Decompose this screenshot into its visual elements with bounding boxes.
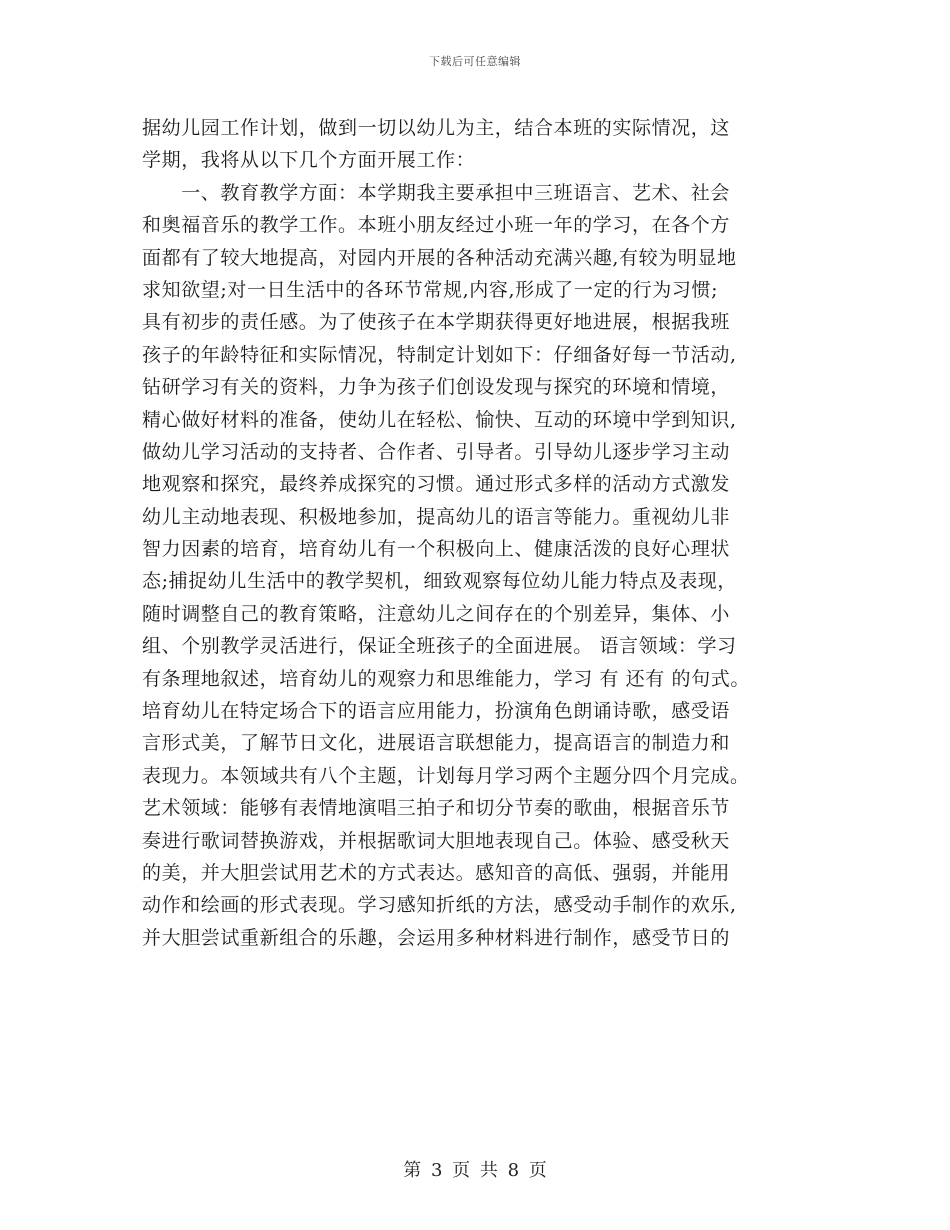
text-line: 一、教育教学方面：本学期我主要承担中三班语言、艺术、社会 [142,181,731,204]
text-line: 和奥福音乐的教学工作。本班小朋友经过小班一年的学习，在各个方 [142,214,731,237]
text-line: 地观察和探究，最终养成探究的习惯。通过形式多样的活动方式激发 [142,473,731,496]
text-line: 面都有了较大地提高，对园内开展的各种活动充满兴趣,有较为明显地 [142,246,737,269]
text-line: 具有初步的责任感。为了使孩子在本学期获得更好地进展，根据我班 [142,311,731,334]
text-line: 表现力。本领域共有八个主题，计划每月学习两个主题分四个月完成。 [142,764,750,787]
text-line: 奏进行歌词替换游戏，并根据歌词大胆地表现自己。体验、感受秋天 [142,829,731,852]
text-line: 钻研学习有关的资料，力争为孩子们创设发现与探究的环境和情境， [142,376,731,399]
text-line: 培育幼儿在特定场合下的语言应用能力，扮演角色朗诵诗歌，感受语 [142,700,731,723]
text-line: 有条理地叙述，培育幼儿的观察力和思维能力，学习 有 还有 的句式。 [142,667,750,690]
page-header: 下载后可任意编辑 [429,55,521,68]
text-line: 求知欲望;对一日生活中的各环节常规,内容,形成了一定的行为习惯; [142,278,719,301]
document-body [142,112,842,954]
text-line: 智力因素的培育，培育幼儿有一个积极向上、健康活泼的良好心理状 [142,538,731,561]
page-footer: 第 3 页 共 8 页 [403,1160,547,1181]
text-line: 言形式美，了解节日文化，进展语言联想能力，提高语言的制造力和 [142,732,731,755]
text-line: 并大胆尝试重新组合的乐趣，会运用多种材料进行制作，感受节日的 [142,926,731,949]
text-line: 组、个别教学灵活进行，保证全班孩子的全面进展。 语言领域：学习 [142,635,737,658]
text-line: 做幼儿学习活动的支持者、合作者、引导者。引导幼儿逐步学习主动 [142,440,731,463]
text-line: 据幼儿园工作计划，做到一切以幼儿为主，结合本班的实际情况，这 [142,117,731,139]
text-line: 随时调整自己的教育策略，注意幼儿之间存在的个别差异，集体、小 [142,602,731,625]
text-line: 孩子的年龄特征和实际情况，特制定计划如下：仔细备好每一节活动, [142,343,737,366]
text-line: 态;捕捉幼儿生活中的教学契机，细致观察每位幼儿能力特点及表现， [142,570,738,593]
text-line: 学期，我将从以下几个方面开展工作： [142,149,476,172]
text-line: 艺术领域：能够有表情地演唱三拍子和切分节奏的歌曲，根据音乐节 [142,797,731,820]
text-line: 动作和绘画的形式表现。学习感知折纸的方法，感受动手制作的欢乐, [142,894,737,917]
text-line: 幼儿主动地表现、积极地参加，提高幼儿的语言等能力。重视幼儿非 [142,505,731,528]
text-line: 精心做好材料的准备，使幼儿在轻松、愉快、互动的环境中学到知识, [142,408,737,431]
text-line: 的美，并大胆尝试用艺术的方式表达。感知音的高低、强弱，并能用 [142,861,731,884]
